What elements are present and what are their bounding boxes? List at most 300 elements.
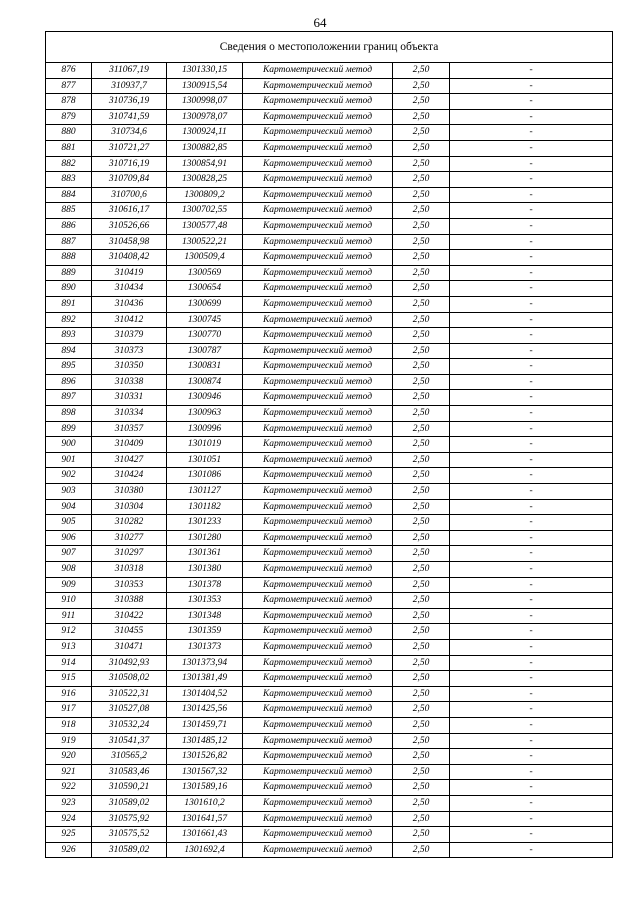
point-number-cell: 887 bbox=[46, 234, 92, 250]
y-coordinate-cell: 1300509,4 bbox=[167, 250, 243, 266]
point-number-cell: 924 bbox=[46, 811, 92, 827]
description-cell: - bbox=[450, 78, 613, 94]
point-number-cell: 889 bbox=[46, 265, 92, 281]
description-cell: - bbox=[450, 296, 613, 312]
y-coordinate-cell: 1300745 bbox=[167, 312, 243, 328]
accuracy-cell: 2,50 bbox=[393, 234, 450, 250]
table-row bbox=[46, 421, 613, 437]
x-coordinate-cell: 310434 bbox=[92, 281, 167, 297]
description-cell: - bbox=[450, 827, 613, 843]
point-number-cell: 923 bbox=[46, 795, 92, 811]
description-cell: - bbox=[450, 686, 613, 702]
method-cell: Картометрический метод bbox=[243, 749, 393, 765]
table-row bbox=[46, 546, 613, 562]
description-cell: - bbox=[450, 140, 613, 156]
method-cell: Картометрический метод bbox=[243, 624, 393, 640]
method-cell: Картометрический метод bbox=[243, 546, 393, 562]
accuracy-cell: 2,50 bbox=[393, 515, 450, 531]
table-row bbox=[46, 639, 613, 655]
x-coordinate-cell: 310541,37 bbox=[92, 733, 167, 749]
y-coordinate-cell: 1301380 bbox=[167, 562, 243, 578]
section-title-row bbox=[46, 32, 613, 63]
point-number-cell: 925 bbox=[46, 827, 92, 843]
method-cell: Картометрический метод bbox=[243, 359, 393, 375]
x-coordinate-cell: 310277 bbox=[92, 530, 167, 546]
x-coordinate-cell: 310422 bbox=[92, 608, 167, 624]
accuracy-cell: 2,50 bbox=[393, 63, 450, 79]
point-number-cell: 909 bbox=[46, 577, 92, 593]
method-cell: Картометрический метод bbox=[243, 827, 393, 843]
method-cell: Картометрический метод bbox=[243, 125, 393, 141]
x-coordinate-cell: 310282 bbox=[92, 515, 167, 531]
table-row bbox=[46, 577, 613, 593]
x-coordinate-cell: 310700,6 bbox=[92, 187, 167, 203]
y-coordinate-cell: 1300978,07 bbox=[167, 109, 243, 125]
description-cell: - bbox=[450, 764, 613, 780]
accuracy-cell: 2,50 bbox=[393, 842, 450, 858]
x-coordinate-cell: 310522,31 bbox=[92, 686, 167, 702]
accuracy-cell: 2,50 bbox=[393, 265, 450, 281]
x-coordinate-cell: 310532,24 bbox=[92, 717, 167, 733]
table-row bbox=[46, 374, 613, 390]
description-cell: - bbox=[450, 234, 613, 250]
x-coordinate-cell: 310583,46 bbox=[92, 764, 167, 780]
x-coordinate-cell: 310455 bbox=[92, 624, 167, 640]
point-number-cell: 901 bbox=[46, 452, 92, 468]
point-number-cell: 910 bbox=[46, 593, 92, 609]
x-coordinate-cell: 310741,59 bbox=[92, 109, 167, 125]
description-cell: - bbox=[450, 795, 613, 811]
table-row bbox=[46, 593, 613, 609]
x-coordinate-cell: 310575,52 bbox=[92, 827, 167, 843]
point-number-cell: 916 bbox=[46, 686, 92, 702]
y-coordinate-cell: 1301373,94 bbox=[167, 655, 243, 671]
method-cell: Картометрический метод bbox=[243, 406, 393, 422]
x-coordinate-cell: 310380 bbox=[92, 484, 167, 500]
accuracy-cell: 2,50 bbox=[393, 437, 450, 453]
point-number-cell: 892 bbox=[46, 312, 92, 328]
accuracy-cell: 2,50 bbox=[393, 530, 450, 546]
description-cell: - bbox=[450, 749, 613, 765]
y-coordinate-cell: 1301381,49 bbox=[167, 671, 243, 687]
point-number-cell: 882 bbox=[46, 156, 92, 172]
table-row bbox=[46, 827, 613, 843]
method-cell: Картометрический метод bbox=[243, 655, 393, 671]
x-coordinate-cell: 310508,02 bbox=[92, 671, 167, 687]
table-row bbox=[46, 312, 613, 328]
accuracy-cell: 2,50 bbox=[393, 374, 450, 390]
method-cell: Картометрический метод bbox=[243, 593, 393, 609]
method-cell: Картометрический метод bbox=[243, 499, 393, 515]
point-number-cell: 898 bbox=[46, 406, 92, 422]
point-number-cell: 885 bbox=[46, 203, 92, 219]
point-number-cell: 900 bbox=[46, 437, 92, 453]
y-coordinate-cell: 1301019 bbox=[167, 437, 243, 453]
accuracy-cell: 2,50 bbox=[393, 686, 450, 702]
description-cell: - bbox=[450, 109, 613, 125]
description-cell: - bbox=[450, 717, 613, 733]
table-row bbox=[46, 343, 613, 359]
y-coordinate-cell: 1301567,32 bbox=[167, 764, 243, 780]
description-cell: - bbox=[450, 437, 613, 453]
description-cell: - bbox=[450, 733, 613, 749]
method-cell: Картометрический метод bbox=[243, 795, 393, 811]
accuracy-cell: 2,50 bbox=[393, 328, 450, 344]
method-cell: Картометрический метод bbox=[243, 811, 393, 827]
method-cell: Картометрический метод bbox=[243, 343, 393, 359]
point-number-cell: 908 bbox=[46, 562, 92, 578]
description-cell: - bbox=[450, 265, 613, 281]
x-coordinate-cell: 310565,2 bbox=[92, 749, 167, 765]
method-cell: Картометрический метод bbox=[243, 468, 393, 484]
y-coordinate-cell: 1301692,4 bbox=[167, 842, 243, 858]
accuracy-cell: 2,50 bbox=[393, 764, 450, 780]
table-row bbox=[46, 842, 613, 858]
description-cell: - bbox=[450, 250, 613, 266]
x-coordinate-cell: 310334 bbox=[92, 406, 167, 422]
accuracy-cell: 2,50 bbox=[393, 639, 450, 655]
y-coordinate-cell: 1301280 bbox=[167, 530, 243, 546]
x-coordinate-cell: 310338 bbox=[92, 374, 167, 390]
table-row bbox=[46, 795, 613, 811]
method-cell: Картометрический метод bbox=[243, 484, 393, 500]
table-row bbox=[46, 187, 613, 203]
x-coordinate-cell: 310297 bbox=[92, 546, 167, 562]
accuracy-cell: 2,50 bbox=[393, 624, 450, 640]
method-cell: Картометрический метод bbox=[243, 94, 393, 110]
x-coordinate-cell: 310734,6 bbox=[92, 125, 167, 141]
accuracy-cell: 2,50 bbox=[393, 499, 450, 515]
table-row bbox=[46, 78, 613, 94]
x-coordinate-cell: 310424 bbox=[92, 468, 167, 484]
table-row bbox=[46, 811, 613, 827]
y-coordinate-cell: 1301425,56 bbox=[167, 702, 243, 718]
description-cell: - bbox=[450, 624, 613, 640]
table-row bbox=[46, 437, 613, 453]
method-cell: Картометрический метод bbox=[243, 437, 393, 453]
accuracy-cell: 2,50 bbox=[393, 359, 450, 375]
table-row bbox=[46, 717, 613, 733]
table-row bbox=[46, 530, 613, 546]
accuracy-cell: 2,50 bbox=[393, 733, 450, 749]
point-number-cell: 886 bbox=[46, 218, 92, 234]
description-cell: - bbox=[450, 811, 613, 827]
description-cell: - bbox=[450, 125, 613, 141]
point-number-cell: 921 bbox=[46, 764, 92, 780]
x-coordinate-cell: 310350 bbox=[92, 359, 167, 375]
accuracy-cell: 2,50 bbox=[393, 343, 450, 359]
accuracy-cell: 2,50 bbox=[393, 406, 450, 422]
y-coordinate-cell: 1301459,71 bbox=[167, 717, 243, 733]
accuracy-cell: 2,50 bbox=[393, 140, 450, 156]
accuracy-cell: 2,50 bbox=[393, 218, 450, 234]
description-cell: - bbox=[450, 421, 613, 437]
x-coordinate-cell: 310379 bbox=[92, 328, 167, 344]
boundary-table bbox=[45, 31, 613, 858]
y-coordinate-cell: 1300809,2 bbox=[167, 187, 243, 203]
x-coordinate-cell: 310409 bbox=[92, 437, 167, 453]
accuracy-cell: 2,50 bbox=[393, 187, 450, 203]
description-cell: - bbox=[450, 780, 613, 796]
description-cell: - bbox=[450, 593, 613, 609]
description-cell: - bbox=[450, 281, 613, 297]
description-cell: - bbox=[450, 577, 613, 593]
description-cell: - bbox=[450, 671, 613, 687]
method-cell: Картометрический метод bbox=[243, 187, 393, 203]
point-number-cell: 897 bbox=[46, 390, 92, 406]
method-cell: Картометрический метод bbox=[243, 109, 393, 125]
table-row bbox=[46, 296, 613, 312]
table-row bbox=[46, 218, 613, 234]
table-row bbox=[46, 608, 613, 624]
table-row bbox=[46, 328, 613, 344]
table-row bbox=[46, 140, 613, 156]
x-coordinate-cell: 311067,19 bbox=[92, 63, 167, 79]
point-number-cell: 876 bbox=[46, 63, 92, 79]
x-coordinate-cell: 310412 bbox=[92, 312, 167, 328]
y-coordinate-cell: 1301182 bbox=[167, 499, 243, 515]
method-cell: Картометрический метод bbox=[243, 234, 393, 250]
description-cell: - bbox=[450, 452, 613, 468]
point-number-cell: 879 bbox=[46, 109, 92, 125]
table-row bbox=[46, 172, 613, 188]
x-coordinate-cell: 310736,19 bbox=[92, 94, 167, 110]
accuracy-cell: 2,50 bbox=[393, 546, 450, 562]
y-coordinate-cell: 1300828,25 bbox=[167, 172, 243, 188]
method-cell: Картометрический метод bbox=[243, 686, 393, 702]
description-cell: - bbox=[450, 172, 613, 188]
point-number-cell: 894 bbox=[46, 343, 92, 359]
table-row bbox=[46, 406, 613, 422]
accuracy-cell: 2,50 bbox=[393, 702, 450, 718]
method-cell: Картометрический метод bbox=[243, 78, 393, 94]
y-coordinate-cell: 1300946 bbox=[167, 390, 243, 406]
x-coordinate-cell: 310589,02 bbox=[92, 795, 167, 811]
table-row bbox=[46, 655, 613, 671]
y-coordinate-cell: 1300996 bbox=[167, 421, 243, 437]
accuracy-cell: 2,50 bbox=[393, 109, 450, 125]
point-number-cell: 904 bbox=[46, 499, 92, 515]
point-number-cell: 902 bbox=[46, 468, 92, 484]
accuracy-cell: 2,50 bbox=[393, 795, 450, 811]
y-coordinate-cell: 1300915,54 bbox=[167, 78, 243, 94]
table-row bbox=[46, 63, 613, 79]
point-number-cell: 896 bbox=[46, 374, 92, 390]
y-coordinate-cell: 1300882,85 bbox=[167, 140, 243, 156]
accuracy-cell: 2,50 bbox=[393, 156, 450, 172]
method-cell: Картометрический метод bbox=[243, 717, 393, 733]
method-cell: Картометрический метод bbox=[243, 203, 393, 219]
page-number: 64 bbox=[313, 15, 327, 30]
description-cell: - bbox=[450, 655, 613, 671]
description-cell: - bbox=[450, 343, 613, 359]
method-cell: Картометрический метод bbox=[243, 842, 393, 858]
table-row bbox=[46, 109, 613, 125]
method-cell: Картометрический метод bbox=[243, 671, 393, 687]
x-coordinate-cell: 310331 bbox=[92, 390, 167, 406]
method-cell: Картометрический метод bbox=[243, 172, 393, 188]
x-coordinate-cell: 310373 bbox=[92, 343, 167, 359]
boundary-table-container bbox=[45, 31, 612, 858]
y-coordinate-cell: 1301589,16 bbox=[167, 780, 243, 796]
accuracy-cell: 2,50 bbox=[393, 717, 450, 733]
y-coordinate-cell: 1301485,12 bbox=[167, 733, 243, 749]
method-cell: Картометрический метод bbox=[243, 421, 393, 437]
description-cell: - bbox=[450, 530, 613, 546]
method-cell: Картометрический метод bbox=[243, 515, 393, 531]
x-coordinate-cell: 310419 bbox=[92, 265, 167, 281]
accuracy-cell: 2,50 bbox=[393, 452, 450, 468]
x-coordinate-cell: 310318 bbox=[92, 562, 167, 578]
method-cell: Картометрический метод bbox=[243, 156, 393, 172]
point-number-cell: 883 bbox=[46, 172, 92, 188]
point-number-cell: 919 bbox=[46, 733, 92, 749]
table-row bbox=[46, 359, 613, 375]
accuracy-cell: 2,50 bbox=[393, 827, 450, 843]
table-row bbox=[46, 515, 613, 531]
table-row bbox=[46, 562, 613, 578]
accuracy-cell: 2,50 bbox=[393, 250, 450, 266]
description-cell: - bbox=[450, 842, 613, 858]
table-row bbox=[46, 125, 613, 141]
method-cell: Картометрический метод bbox=[243, 530, 393, 546]
accuracy-cell: 2,50 bbox=[393, 172, 450, 188]
table-row bbox=[46, 702, 613, 718]
accuracy-cell: 2,50 bbox=[393, 281, 450, 297]
table-row bbox=[46, 250, 613, 266]
method-cell: Картометрический метод bbox=[243, 577, 393, 593]
accuracy-cell: 2,50 bbox=[393, 608, 450, 624]
x-coordinate-cell: 310427 bbox=[92, 452, 167, 468]
description-cell: - bbox=[450, 484, 613, 500]
y-coordinate-cell: 1301661,43 bbox=[167, 827, 243, 843]
description-cell: - bbox=[450, 499, 613, 515]
point-number-cell: 884 bbox=[46, 187, 92, 203]
description-cell: - bbox=[450, 218, 613, 234]
x-coordinate-cell: 310436 bbox=[92, 296, 167, 312]
method-cell: Картометрический метод bbox=[243, 218, 393, 234]
x-coordinate-cell: 310408,42 bbox=[92, 250, 167, 266]
table-body bbox=[46, 63, 613, 858]
y-coordinate-cell: 1300577,48 bbox=[167, 218, 243, 234]
method-cell: Картометрический метод bbox=[243, 780, 393, 796]
accuracy-cell: 2,50 bbox=[393, 78, 450, 94]
description-cell: - bbox=[450, 608, 613, 624]
method-cell: Картометрический метод bbox=[243, 452, 393, 468]
x-coordinate-cell: 310527,08 bbox=[92, 702, 167, 718]
description-cell: - bbox=[450, 546, 613, 562]
point-number-cell: 905 bbox=[46, 515, 92, 531]
method-cell: Картометрический метод bbox=[243, 608, 393, 624]
description-cell: - bbox=[450, 328, 613, 344]
table-row bbox=[46, 468, 613, 484]
y-coordinate-cell: 1300963 bbox=[167, 406, 243, 422]
accuracy-cell: 2,50 bbox=[393, 780, 450, 796]
accuracy-cell: 2,50 bbox=[393, 484, 450, 500]
table-row bbox=[46, 94, 613, 110]
point-number-cell: 878 bbox=[46, 94, 92, 110]
x-coordinate-cell: 310526,66 bbox=[92, 218, 167, 234]
table-row bbox=[46, 265, 613, 281]
point-number-cell: 891 bbox=[46, 296, 92, 312]
point-number-cell: 913 bbox=[46, 639, 92, 655]
table-row bbox=[46, 390, 613, 406]
accuracy-cell: 2,50 bbox=[393, 296, 450, 312]
table-row bbox=[46, 780, 613, 796]
y-coordinate-cell: 1301641,57 bbox=[167, 811, 243, 827]
description-cell: - bbox=[450, 359, 613, 375]
description-cell: - bbox=[450, 312, 613, 328]
method-cell: Картометрический метод bbox=[243, 265, 393, 281]
method-cell: Картометрический метод bbox=[243, 562, 393, 578]
x-coordinate-cell: 310716,19 bbox=[92, 156, 167, 172]
description-cell: - bbox=[450, 203, 613, 219]
point-number-cell: 890 bbox=[46, 281, 92, 297]
table-row bbox=[46, 203, 613, 219]
point-number-cell: 895 bbox=[46, 359, 92, 375]
y-coordinate-cell: 1301348 bbox=[167, 608, 243, 624]
x-coordinate-cell: 310304 bbox=[92, 499, 167, 515]
accuracy-cell: 2,50 bbox=[393, 593, 450, 609]
y-coordinate-cell: 1300924,11 bbox=[167, 125, 243, 141]
accuracy-cell: 2,50 bbox=[393, 577, 450, 593]
y-coordinate-cell: 1301378 bbox=[167, 577, 243, 593]
y-coordinate-cell: 1301086 bbox=[167, 468, 243, 484]
table-row bbox=[46, 686, 613, 702]
point-number-cell: 926 bbox=[46, 842, 92, 858]
y-coordinate-cell: 1300522,21 bbox=[167, 234, 243, 250]
table-row bbox=[46, 624, 613, 640]
y-coordinate-cell: 1301051 bbox=[167, 452, 243, 468]
point-number-cell: 906 bbox=[46, 530, 92, 546]
accuracy-cell: 2,50 bbox=[393, 468, 450, 484]
description-cell: - bbox=[450, 156, 613, 172]
table-row bbox=[46, 234, 613, 250]
method-cell: Картометрический метод bbox=[243, 702, 393, 718]
x-coordinate-cell: 310357 bbox=[92, 421, 167, 437]
x-coordinate-cell: 310388 bbox=[92, 593, 167, 609]
point-number-cell: 881 bbox=[46, 140, 92, 156]
x-coordinate-cell: 310721,27 bbox=[92, 140, 167, 156]
point-number-cell: 888 bbox=[46, 250, 92, 266]
table-row bbox=[46, 733, 613, 749]
method-cell: Картометрический метод bbox=[243, 374, 393, 390]
y-coordinate-cell: 1300874 bbox=[167, 374, 243, 390]
table-row bbox=[46, 764, 613, 780]
y-coordinate-cell: 1300654 bbox=[167, 281, 243, 297]
table-row bbox=[46, 156, 613, 172]
y-coordinate-cell: 1301359 bbox=[167, 624, 243, 640]
point-number-cell: 903 bbox=[46, 484, 92, 500]
point-number-cell: 893 bbox=[46, 328, 92, 344]
y-coordinate-cell: 1300699 bbox=[167, 296, 243, 312]
y-coordinate-cell: 1301610,2 bbox=[167, 795, 243, 811]
point-number-cell: 912 bbox=[46, 624, 92, 640]
description-cell: - bbox=[450, 187, 613, 203]
x-coordinate-cell: 310709,84 bbox=[92, 172, 167, 188]
accuracy-cell: 2,50 bbox=[393, 390, 450, 406]
x-coordinate-cell: 310589,02 bbox=[92, 842, 167, 858]
method-cell: Картометрический метод bbox=[243, 296, 393, 312]
point-number-cell: 877 bbox=[46, 78, 92, 94]
y-coordinate-cell: 1301233 bbox=[167, 515, 243, 531]
y-coordinate-cell: 1301373 bbox=[167, 639, 243, 655]
description-cell: - bbox=[450, 515, 613, 531]
x-coordinate-cell: 310590,21 bbox=[92, 780, 167, 796]
point-number-cell: 917 bbox=[46, 702, 92, 718]
x-coordinate-cell: 310575,92 bbox=[92, 811, 167, 827]
x-coordinate-cell: 310616,17 bbox=[92, 203, 167, 219]
